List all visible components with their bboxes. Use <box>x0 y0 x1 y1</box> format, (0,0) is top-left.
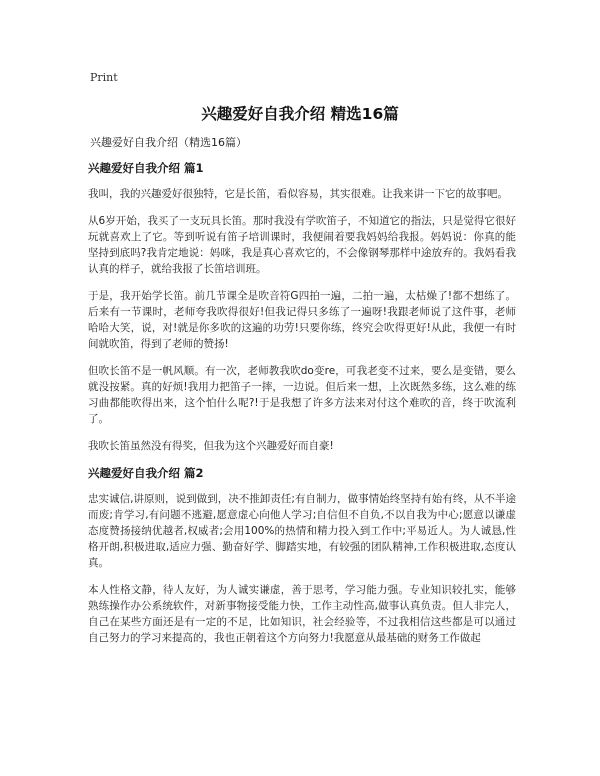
section-heading-2: 兴趣爱好自我介绍 篇2 <box>88 466 204 480</box>
print-label[interactable]: Print <box>90 71 118 84</box>
paragraph: 忠实诚信,讲原则，说到做到，决不推卸责任;有自制力，做事情始终坚持有始有终，从不半途而废;肯学习,有问题不逃避,愿意虚心向他人学习;自信但不自负,不以自我为中心;愿意以谦虚态度赞扬接纳优越者,权威者;会用100%的热情和精力投入到工作中;平易近人。为人诚恳,性格开朗,积极进取,适应力强、勤奋好学、脚踏实地，有较强的团队精神,工作积极进取,态度认真。 <box>88 493 516 569</box>
paragraph: 我吹长笛虽然没有得奖，但我为这个兴趣爱好而自豪! <box>88 440 334 452</box>
paragraph: 本人性格文静，待人友好，为人诚实谦虚，善于思考，学习能力强。专业知识较扎实，能够熟练操作办公系统软件，对新事物接受能力快，工作主动性高,做事认真负责。但人非完人，自己在某些方面还是有一定的不足，比如知识，社会经验等，不过我相信这些都是可以通过自己努力的学习来提高的，我也正朝着这个方向努力!我愿意从最基础的财务工作做起 <box>88 584 516 644</box>
section-heading-1: 兴趣爱好自我介绍 篇1 <box>88 161 204 175</box>
document-body <box>88 160 516 657</box>
paragraph: 从6岁开始，我买了一支玩具长笛。那时我没有学吹笛子，不知道它的指法，只是觉得它很好玩就喜欢上了它。等到听说有笛子培训课时，我便闹着要我妈妈给我报。妈妈说：你真的能坚持到底吗?我肯定地说：妈咪，我是真心喜欢它的，不会像钢琴那样中途放弃的。我妈看我认真的样子，就给我报了长笛培训班。 <box>88 215 516 275</box>
document-subtitle: 兴趣爱好自我介绍（精选16篇） <box>90 136 247 149</box>
paragraph: 于是，我开始学长笛。前几节课全是吹音符G四拍一遍，二拍一遍，太枯燥了!都不想练了。后来有一节课时，老师夸我吹得很好!但我记得只多练了一遍呀!我跟老师说了这件事，老师哈哈大笑，说，对!就是你多吹的这遍的功劳!只要你练，终究会吹得更好!从此，我便一有时间就吹笛，得到了老师的赞扬! <box>88 290 516 350</box>
paragraph: 但吹长笛不是一帆风顺。有一次，老师教我吹do变re，可我老变不过来，要么是变错，要么就没按紧。真的好烦!我用力把笛子一摔，一边说。但后来一想，上次既然多练，这么难的练习曲都能吹得出来，这个怕什么呢?!于是我想了许多方法来对付这个难吹的音，终于吹流利了。 <box>88 365 516 425</box>
paragraph: 我叫，我的兴趣爱好很独特，它是长笛，看似容易，其实很难。让我来讲一下它的故事吧。 <box>88 188 508 200</box>
document-title: 兴趣爱好自我介绍 精选16篇 <box>201 105 399 123</box>
